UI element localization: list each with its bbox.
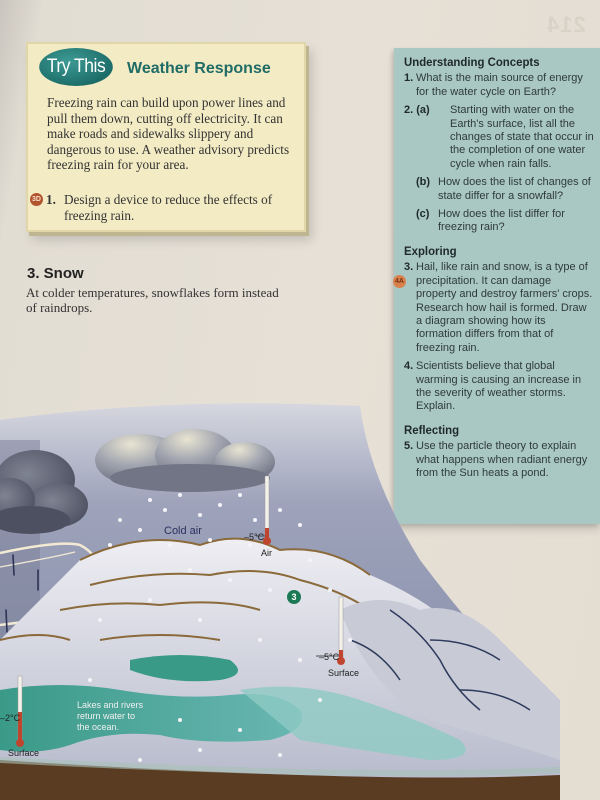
question-number: 1. xyxy=(404,72,414,85)
question-text: What is the main source of energy for the water cycle on Earth? xyxy=(416,72,583,98)
question-text: How does the list differ for freezing rain? xyxy=(438,208,565,234)
question-text: Starting with water on the Earth's surface, list all the changes of state that occur in the completion of one water cycle when rain falls. xyxy=(450,104,594,170)
snow-heading: 3. Snow xyxy=(27,265,84,282)
surface-thermometer-label: Surface xyxy=(328,668,360,678)
question-number: 2. (a) xyxy=(404,104,430,117)
try-this-box xyxy=(26,42,306,232)
page-number: 214 xyxy=(546,12,586,37)
question-text: Scientists believe that global warming is causing an increase in the severity of weather storms. Explain. xyxy=(416,360,582,413)
reflecting-heading: Reflecting xyxy=(404,422,460,437)
try-this-question xyxy=(30,192,306,223)
left-temp-label: –2°C xyxy=(0,713,21,723)
question-text: How does the list of changes of state differ for a snowfall? xyxy=(438,176,591,202)
step-3-badge: 3 xyxy=(287,590,301,604)
snow-illustration xyxy=(0,330,600,800)
question-number: (c) xyxy=(416,208,430,221)
try-this-body: Freezing rain can build upon power lines and pull them down, cutting off electricity. It can make roads and sidewalks slippery and dangerous to use. A weather advisory predicts freezing rain for your area. xyxy=(47,95,290,172)
snow-body: At colder temperatures, snowflakes form instead of raindrops. xyxy=(26,285,279,315)
question-text: Hail, like rain and snow, is a type of precipitation. It can damage property and destroy farmers' crops. Research how hail is formed. Draw a diagram showing how its formation differs from that of freezing rain. xyxy=(416,261,593,354)
question-text: Design a device to reduce the effects of freezing rain. xyxy=(64,192,273,223)
cold-air-label: Cold air xyxy=(164,525,202,537)
understanding-heading: Understanding Concepts xyxy=(404,55,540,69)
exploring-heading: Exploring xyxy=(404,243,457,258)
question-2b xyxy=(404,176,594,203)
question-number: 3. xyxy=(404,261,414,274)
question-text: Use the particle theory to explain what happens when radiant energy from the Sun heats a pond. xyxy=(416,440,588,479)
question-number: 4. xyxy=(404,360,414,373)
question-1 xyxy=(404,72,594,99)
skill-badge-icon: 4A xyxy=(393,275,406,288)
question-2a xyxy=(404,104,594,171)
surface-temp-label: –5°C xyxy=(319,652,340,662)
question-2c xyxy=(404,208,594,235)
air-temp-label: –5°C xyxy=(244,532,265,542)
try-this-badge: Try This xyxy=(39,48,113,86)
question-number: (b) xyxy=(416,176,431,189)
lakes-rivers-label: Lakes and rivers return water to the ocean. xyxy=(77,700,144,732)
left-surface-label: Surface xyxy=(8,748,40,758)
question-number: 5. xyxy=(404,440,414,453)
question-number: 1. xyxy=(46,192,56,207)
air-thermometer-label: Air xyxy=(261,548,272,558)
try-this-title: Weather Response xyxy=(127,60,271,77)
skill-badge-icon: 3D xyxy=(30,193,43,206)
